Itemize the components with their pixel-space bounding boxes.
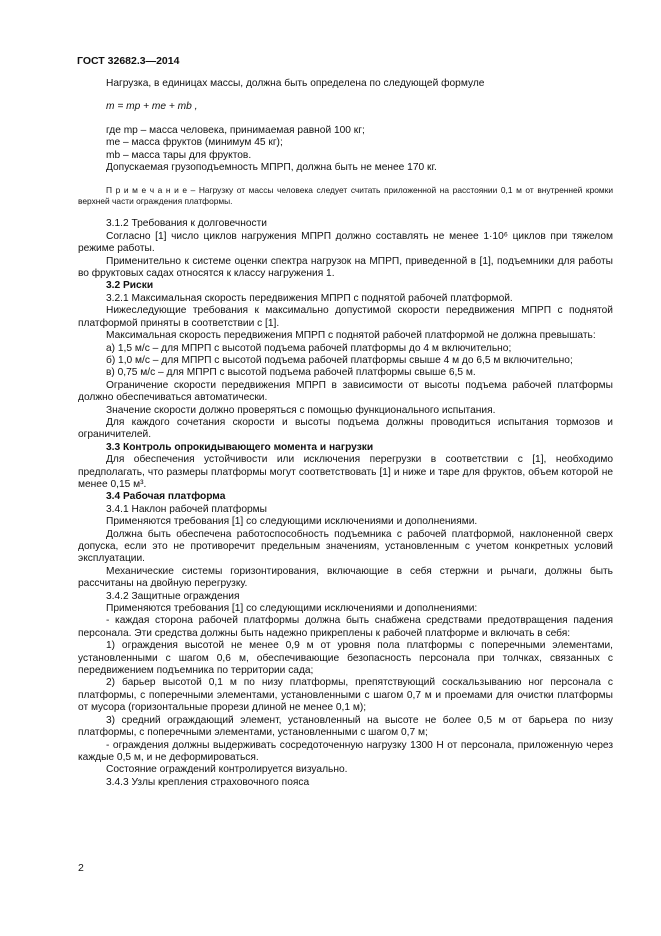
section-3-2-p3: Максимальная скорость передвижения МПРП с поднятой рабочей платформой не должна превышать: [106, 330, 596, 342]
capacity-paragraph: Допускаемая грузоподъемность МПРП, должна быть не менее 170 кг. [106, 162, 437, 174]
speed-item-b: б) 1,0 м/с – для МПРП с высотой подъема рабочей платформы свыше 4 м до 6,5 м включительно; [106, 354, 573, 366]
guard-item-3: 3) средний ограждающий элемент, установленный на высоте не более 0,5 м от барьера по низу платформы, с поперечными элементами, установленными с шагом 0,7 м; [78, 714, 613, 739]
document-code: ГОСТ 32682.3—2014 [77, 55, 180, 67]
section-3-2-p2: Нижеследующие требования к максимально допустимой скорости передвижения МПРП с поднятой платформой приняты в соответствии с [1]. [78, 305, 613, 329]
section-3-1-2-p2: Применительно к системе оценки спектра нагрузок на МПРП, приведенной в [1], подъемники для работы во фруктовых садах относятся к классу нагружения 1. [78, 255, 613, 280]
guard-item-2: 2) барьер высотой 0,1 м по низу платформы, препятствующий соскальзыванию ног персонала с платформы, с поперечными элементами, установленными с шагом 0,7 м и проемами для очистки платформы от мусора (горизонтальные прорези длиной не менее 0,1 м); [78, 677, 613, 714]
section-3-4-1-p1: Применяются требования [1] со следующими исключениями и дополнениями. [106, 516, 478, 528]
guard-item-4: - ограждения должны выдерживать сосредоточенную нагрузку 1300 Н от персонала, приложенную через каждые 0,5 м, и не деформироваться. [78, 739, 613, 763]
definition-me: me – масса фруктов (минимум 45 кг); [106, 137, 283, 149]
section-3-4-2-p1: Применяются требования [1] со следующими исключениями и дополнениями: [106, 603, 478, 615]
section-3-4-1-title: 3.4.1 Наклон рабочей платформы [106, 503, 267, 515]
section-3-4-1-p3: Механические системы горизонтирования, включающие в себя стержни и рычаги, должны быть рассчитаны на двойную перегрузку. [78, 565, 613, 590]
mass-formula: m = mp + me + mb , [106, 101, 198, 113]
definition-mp: где mp – масса человека, принимаемая равной 100 кг; [106, 124, 365, 136]
section-3-2-p6: Для каждого сочетания скорости и высоты подъема должны проводиться испытания тормозов и ограничителей. [78, 416, 613, 441]
section-3-4-3-title: 3.4.3 Узлы крепления страховочного пояса [106, 776, 310, 788]
section-3-4-title: 3.4 Рабочая платформа [106, 491, 226, 503]
section-3-3-p1: Для обеспечения устойчивости или исключения перегрузки в соответствии с [1], необходимо предполагать, что размеры платформы могут соответствовать [1] и ниже и таре для фруктов, объем которой не менее 0,15 м³. [78, 454, 613, 490]
speed-item-a: а) 1,5 м/с – для МПРП с высотой подъема рабочей платформы до 4 м включительно; [106, 342, 512, 354]
definition-mb: mb – масса тары для фруктов. [106, 149, 252, 161]
document-body [78, 78, 613, 789]
section-3-1-2-p1: Согласно [1] число циклов нагружения МПРП должно составлять не менее 1·10⁶ циклов при тяжелом режиме работы. [78, 230, 613, 255]
section-3-4-2-p3: Состояние ограждений контролируется визуально. [106, 764, 348, 776]
section-3-3-title: 3.3 Контроль опрокидывающего момента и нагрузки [106, 441, 374, 453]
section-3-4-2-p2: - каждая сторона рабочей платформы должна быть снабжена средствами предотвращения падения персонала. Эти средства должны быть надежно прикреплены к рабочей платформе и включать в себя: [78, 615, 613, 639]
guard-item-1: 1) ограждения высотой не менее 0,9 м от уровня пола платформы с поперечными элементами, установленными с шагом 0,6 м, обеспечивающие безопасность персонала при толчках, связанных с передвижением подъемника по территории сада; [78, 640, 613, 677]
speed-item-c: в) 0,75 м/с – для МПРП с высотой подъема рабочей платформы свыше 6,5 м. [106, 367, 476, 379]
section-3-4-2-title: 3.4.2 Защитные ограждения [106, 590, 240, 602]
intro-paragraph: Нагрузка, в единицах массы, должна быть определена по следующей формуле [106, 78, 485, 89]
note-paragraph: П р и м е ч а н и е – Нагрузку от массы человека следует считать приложенной на расстоянии 0,1 м от внутренней кромки верхней части ограждения платформы. [78, 185, 613, 207]
section-3-2-p4: Ограничение скорости передвижения МПРП в зависимости от высоты подъема рабочей платформы должно обеспечиваться автоматически. [78, 379, 613, 404]
section-3-2-p5: Значение скорости должно проверяться с помощью функционального испытания. [106, 404, 496, 416]
section-3-1-2-title: 3.1.2 Требования к долговечности [106, 218, 267, 230]
page-number: 2 [78, 862, 84, 874]
section-3-4-1-p2: Должна быть обеспечена работоспособность подъемника с рабочей платформой, наклоненной сверх допуска, если это не противоречит предельным значениям, установленным с учетом конкретных условий эксплуатации. [78, 528, 613, 565]
section-3-2-1: 3.2.1 Максимальная скорость передвижения МПРП с поднятой рабочей платформой. [106, 292, 513, 304]
section-3-2-title: 3.2 Риски [106, 280, 154, 292]
